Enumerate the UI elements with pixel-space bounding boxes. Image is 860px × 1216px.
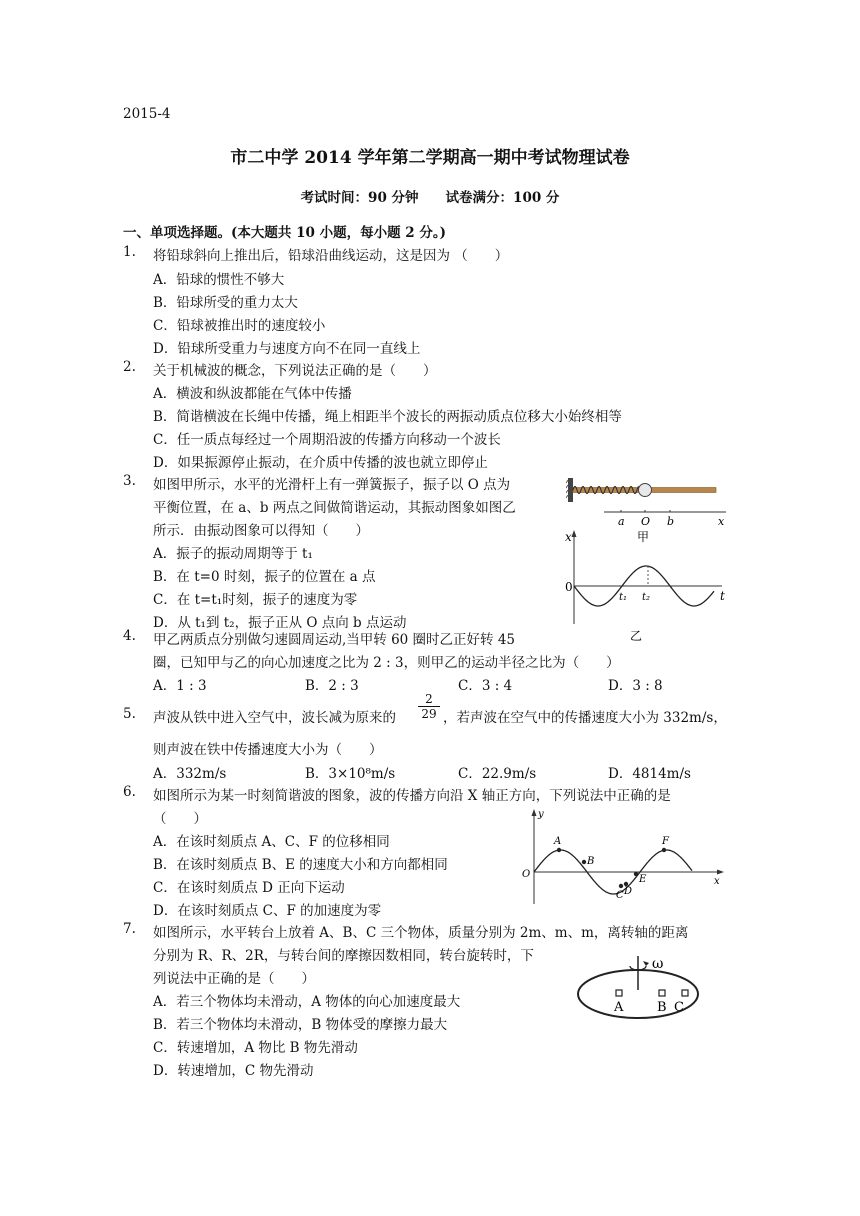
- oscillator-ball: [639, 484, 652, 497]
- option-b: B．若三个物体均未滑动，B 物体受的摩擦力最大: [153, 1017, 448, 1033]
- fraction-denominator: 29: [418, 706, 440, 721]
- label-f: F: [662, 836, 669, 847]
- option-a: A．横波和纵波都能在气体中传播: [153, 386, 352, 402]
- option-c: C．3 : 4: [458, 678, 513, 694]
- question-stem-line2: 平衡位置，在 a、b 两点之间做简谐运动，其振动图象如图乙: [153, 500, 516, 516]
- section-heading: 一、单项选择题。(本大题共 10 小题，每小题 2 分。): [123, 225, 447, 241]
- exam-title: 市二中学 2014 学年第二学期高一期中考试物理试卷: [230, 148, 630, 168]
- wall-hatch: [566, 480, 568, 498]
- object-b: [659, 990, 665, 996]
- spring-oscillator-figure: [566, 474, 736, 532]
- label-a: A: [614, 1000, 624, 1015]
- option-c: C．22.9m/s: [458, 766, 537, 782]
- option-b: B．简谐横波在长绳中传播，绳上相距半个波长的两振动质点位移大小始终相等: [153, 409, 622, 425]
- question-stem-pre: 声波从铁中进入空气中，波长减为原来的: [153, 710, 396, 726]
- option-b: B．2 : 3: [305, 678, 359, 694]
- question-number: 7.: [123, 921, 136, 937]
- option-a: A．若三个物体均未滑动，A 物体的向心加速度最大: [153, 994, 461, 1010]
- label-d: D: [624, 886, 633, 897]
- question-number: 5.: [123, 706, 136, 722]
- question-number: 2.: [123, 359, 136, 375]
- option-c: C．铅球被推出时的速度较小: [153, 318, 326, 334]
- question-stem-line2: （ ）: [153, 811, 207, 827]
- question-stem: 关于机械波的概念，下列说法正确的是（ ）: [153, 363, 437, 379]
- option-d: D．如果振源停止振动，在介质中传播的波也就立即停止: [153, 455, 488, 471]
- question-stem-line2: 圈，已知甲与乙的向心加速度之比为 2 : 3，则甲乙的运动半径之比为（ ）: [153, 655, 620, 671]
- wall: [568, 478, 573, 502]
- question-stem-post: ，若声波在空气中的传播速度大小为 332m/s，: [443, 710, 727, 726]
- axis-label-x: x: [714, 876, 720, 887]
- label-b: B: [657, 1000, 667, 1015]
- axis-label-x: x: [565, 530, 572, 544]
- exam-subtitle: 考试时间：90 分钟 试卷满分：100 分: [300, 190, 560, 206]
- question-stem: 将铅球斜向上推出后，铅球沿曲线运动，这是因为 （ ）: [153, 248, 509, 264]
- caption-yi: 乙: [630, 629, 643, 643]
- y-axis-arrow: [572, 530, 577, 537]
- label-a: A: [554, 836, 562, 847]
- fraction: [418, 692, 440, 721]
- label-o: O: [641, 515, 651, 528]
- option-c: C．在 t=t₁时刻，振子的速度为零: [153, 592, 358, 608]
- option-a: A．在该时刻质点 A、C、F 的位移相同: [153, 834, 390, 850]
- question-stem-line2: 则声波在铁中传播速度大小为（ ）: [153, 742, 383, 758]
- caption-jia: 甲: [637, 530, 650, 544]
- option-c: C．转速增加，A 物比 B 物先滑动: [153, 1040, 358, 1056]
- object-a: [616, 990, 622, 996]
- question-stem-line1: 如图所示，水平转台上放着 A、B、C 三个物体，质量分别为 2m、m、m，离转轴的距离: [153, 925, 689, 941]
- option-a: A．铅球的惯性不够大: [153, 272, 285, 288]
- option-b: B．3×10⁸m/s: [305, 766, 396, 782]
- question-stem-line3: 列说法中正确的是（ ）: [153, 971, 315, 987]
- point-c: [619, 884, 623, 888]
- question-number: 3.: [123, 473, 136, 489]
- fraction-numerator: 2: [425, 692, 433, 706]
- wave-points: [557, 848, 666, 888]
- option-d: D．在该时刻质点 C、F 的加速度为零: [153, 903, 382, 919]
- point-b: [582, 860, 586, 864]
- label-e: E: [639, 874, 647, 885]
- option-c: C．在该时刻质点 D 正向下运动: [153, 880, 345, 896]
- exam-date: 2015-4: [123, 106, 171, 122]
- option-b: B．在该时刻质点 B、E 的速度大小和方向都相同: [153, 857, 448, 873]
- option-b: B．铅球所受的重力太大: [153, 295, 298, 311]
- question-number: 1.: [123, 244, 136, 260]
- point-f: [662, 848, 666, 852]
- question-stem-line1: 如图所示为某一时刻简谐波的图象，波的传播方向沿 X 轴正方向，下列说法中正确的是: [153, 788, 671, 804]
- label-t1: t₁: [619, 592, 628, 603]
- origin-label: 0: [565, 580, 573, 594]
- option-d: D．4814m/s: [608, 766, 691, 782]
- question-stem-line1: 甲乙两质点分别做匀速圆周运动,当甲转 60 圈时乙正好转 45: [153, 632, 516, 648]
- option-a: A．1 : 3: [153, 678, 207, 694]
- option-c: C．任一质点每经过一个周期沿波的传播方向移动一个波长: [153, 432, 501, 448]
- axis-label-y: y: [538, 809, 544, 820]
- question-stem-line1: 如图甲所示，水平的光滑杆上有一弹簧振子，振子以 O 点为: [153, 477, 511, 493]
- option-d: D．从 t₁到 t₂，振子正从 O 点向 b 点运动: [153, 615, 407, 631]
- label-x: x: [718, 515, 725, 528]
- question-stem-line3: 所示．由振动图象可以得知（ ）: [153, 523, 369, 539]
- point-a: [557, 848, 561, 852]
- axis-label-t: t: [720, 589, 725, 603]
- question-stem-line2: 分别为 R、R、2R，与转台间的摩擦因数相同，转台旋转时，下: [153, 948, 534, 964]
- option-b: B．在 t=0 时刻，振子的位置在 a 点: [153, 569, 376, 585]
- option-d: D．3 : 8: [608, 678, 663, 694]
- turntable-figure: [574, 954, 706, 1026]
- option-d: D．转速增加，C 物先滑动: [153, 1063, 314, 1079]
- question-number: 4.: [123, 628, 136, 644]
- option-a: A．332m/s: [153, 766, 227, 782]
- option-d: D．铅球所受重力与速度方向不在同一直线上: [153, 341, 421, 357]
- y-axis-arrow: [532, 809, 537, 816]
- object-c: [682, 990, 688, 996]
- label-c: C: [616, 890, 624, 901]
- point-e: [634, 872, 638, 876]
- x-axis-arrow: [717, 870, 724, 875]
- label-b: b: [667, 515, 675, 528]
- label-b: B: [587, 856, 595, 867]
- option-a: A．振子的振动周期等于 t₁: [153, 546, 313, 562]
- omega-label: ω: [652, 956, 664, 972]
- label-a: a: [618, 515, 625, 528]
- vibration-graph-figure: [562, 526, 738, 644]
- origin-label: O: [522, 869, 531, 880]
- wave-graph-figure: [512, 806, 728, 906]
- label-t2: t₂: [642, 592, 651, 603]
- question-number: 6.: [123, 784, 136, 800]
- label-c: C: [674, 1000, 684, 1015]
